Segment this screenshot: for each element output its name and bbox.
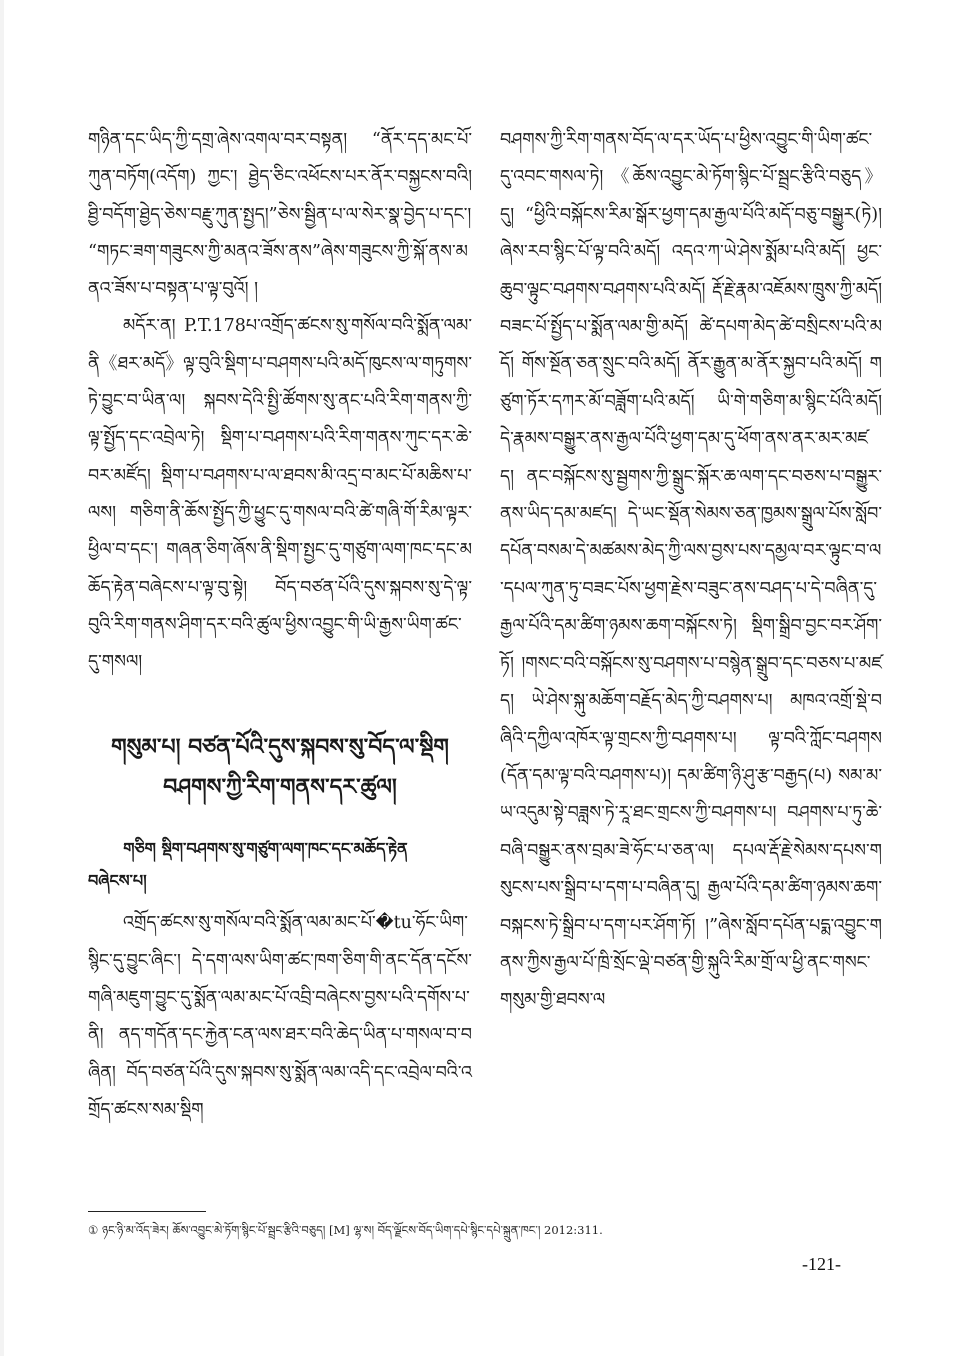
page-edge xyxy=(0,0,4,1356)
footnote xyxy=(88,1221,888,1239)
page-number: -121- xyxy=(802,1254,841,1274)
left-paragraph-1: གཉིན་དང་ཡིད་ཀྱི་དགྲ་ཞེས་འགལ་བར་བསྟན། “ནོར་དད་མང་པོ་ཀུན་བཏོག(འདོག) ཀྱང་། ཐྱེད་ཅིང་འཕོངས་པར་ནོར་བསྐྱངས་བའི། ཐྱི་བདོག་ཐྱེད་ཅེས་བརྗུ་ཀུན་སྤྱད།”ཅེས་སྦྱིན་པ་ལ་སེར་སྣ་བྱེད་པ་དང་། “གཏང་ཟག་གཟུངས་ཀྱི་མནའ་ཟོས་ནས”ཞེས་གཟུངས་ཀྱི་སྐོ་ནས་མནའ་ཟོས་པ་བསྟན་པ་ལྟ་བུའོ། ། xyxy=(88,130,472,300)
left-paragraph-2: མདོར་ན། P.T.178པ་འགྲོད་ཚངས་སུ་གསོལ་བའི་སྨོན་ལམ་ནི《ཐར་མདོ》ལྟ་བུའི་སྡིག་པ་བཤགས་པའི་མདོ་ཁུངས་ལ་གཏུགས་ཏེ་བྱུང་བ་ཡིན་ལ། སྐབས་དེའི་སྤྱི་ཚོགས་སུ་ནང་པའི་རིག་གནས་ཀྱི་ལྟ་སྤྱོད་དང་འབྲེལ་ཏེ། སྡིག་པ་བཤགས་པའི་རིག་གནས་ཀུང་དར་ཆེ་བར་མཛོད། སྡིག་པ་བཤགས་པ་ལ་ཐབས་མི་འདྲ་བ་མང་པོ་མཆིས་པ་ལས། གཅིག་ནི་ཆོས་སྤྱོད་ཀྱི་ཕྱུང་དུ་གསལ་བའི་ཚེ་གཞི་གོ་རིམ་ལྟར་ཕྱིལ་བ་དང་། གཞན་ཅིག་ཞོས་ནི་སྡིག་སྤྱང་དུ་གཙུག་ལག་ཁང་དང་མཆོད་རྟེན་བཞེངས་པ་ལྟ་བུ་སྟེ། བོད་བཙན་པོའི་དུས་སྐབས་སུ་དེ་ལྟ་བུའི་རིག་གནས་ཤིག་དར་བའི་ཚུལ་ཕྱིས་འབྱུང་གི་ཡི་རྒྱས་ཡིག་ཚང་དུ་གསལ། xyxy=(88,316,472,673)
footnote-divider xyxy=(88,1211,206,1212)
left-column xyxy=(88,122,472,1129)
section-heading-line-2: བཤགས་ཀྱི་རིག་གནས་དར་ཚུལ། xyxy=(163,774,397,801)
footnote-marker: ① xyxy=(88,1223,99,1237)
left-paragraph-3: འགྲོད་ཚངས་སུ་གསོལ་བའི་སྨོན་ལམ་མང་པོ་�tu་ཧོང་ཡིག་སྙིང་དུ་བྱུང་ཞིང་། དེ་དག་ལས་ཡིག་ཚང་ཁག་ཅིག་གི་ནང་དོན་དངོས་གཞི་མཇུག་བྱུང་དུ་སྨོན་ལམ་མང་པོ་འབྲི་བཞེངས་བྱས་པའི་དགོས་པ་ནི། ནད་གདོན་དང་རྐྱེན་ངན་ལས་ཐར་བའི་ཆེད་ཡིན་པ་གསལ་བ་བཞིན། བོད་བཙན་པོའི་དུས་སྐབས་སུ་སྨོན་ལམ་འདི་དང་འབྲེལ་བའི་འགྲོད་ཚངས་སམ་སྡིག xyxy=(88,913,472,1120)
right-paragraph-1: བཤགས་ཀྱི་རིག་གནས་བོད་ལ་དར་ཡོད་པ་ཕྱིས་འབྱུང་གི་ཡིག་ཚང་དུ་འབང་གསལ་ཏེ། 《ཆོས་འབྱུང་མེ་ཏོག་སྙིང་པོ་སྦྲང་རྩིའི་བཅུད》དུ། “ཕྱིའི་བསྐོངས་རིམ་སྒོར་ཕྱག་དམ་རྒྱལ་པོའི་མདོ་བཅུ་བསྒྱུར(ཏེ)།ཞེས་རབ་སྙིང་པོ་ལྟ་བའི་མདོ། འདའ་ཀ་ཡེ་ཤེས་སྨོམ་པའི་མདོ། ཕྱང་ཆུབ་ལྟུང་བཤགས་བཤགས་པའི་མདོ། རྡོ་རྗེ་རྣམ་འཇོམས་ཁྲུས་ཀྱི་མདོ། བཟང་པོ་སྤྱོད་པ་སྨོན་ལམ་གྱི་མདོ། ཚེ་དཔག་མེད་ཚེ་བསྲིངས་པའི་མདོ། གོས་སྔོན་ཅན་སྲུང་བའི་མདོ། ནོར་རྒྱུན་མ་ནོར་སྐྱབ་པའི་མདོ། གཙུག་ཏོར་དཀར་མོ་བཟློག་པའི་མདོ། ཡི་གེ་གཅིག་མ་སྙིང་པོའི་མདོ། དེ་རྣམས་བསྒྱུར་ནས་རྒྱལ་པོའི་ཕྱག་དམ་དུ་ཕོག་ནས་ནར་མར་མཛད། ནང་བསྐོངས་སུ་སྦྱགས་ཀྱི་སྒྲུང་སྐོར་ཆ་ལག་དང་བཅས་པ་བསྒྱུར་ནས་ཡིད་དམ་མཛད། དེ་ཡང་སྡོན་སེམས་ཅན་ཁྱམས་སྒྲུལ་པོས་སློབ་དཔོན་བསམ་དེ་མཚམས་མེད་ཀྱི་ལས་བྱས་པས་དམྱལ་བར་ལྟུང་བ་ལ་དཔལ་ཀུན་ཏུ་བཟང་པོས་ཕྱག་རྗེས་བཟུང་ནས་བཤད་པ་དེ་བཞིན་དུ་རྒྱལ་པོའི་དམ་ཚིག་ཉམས་ཆག་བསྐོངས་ཏེ། སྡིག་སྒྲིབ་བྱང་བར་ཤོག་ཏོ། །གསང་བའི་བསྐོངས་སུ་བཤགས་པ་བསྙེན་སྒྲུབ་དང་བཅས་པ་མཛད། ཡེ་ཤེས་སྐུ་མཆོག་བརྗོད་མེད་ཀྱི་བཤགས་པ། མཁའ་འགྲོ་སྡེ་བཞིའི་དཀྱིལ་འཁོར་ལྟ་གྲངས་ཀྱི་བཤགས་པ། ལྟ་བའི་ཀློང་བཤགས(དོན་དམ་ལྟ་བའི་བཤགས་པ)། དམ་ཚིག་ཉི་ཤུ་རྩ་བརྒྱད(པ) སམ་མ་ཡ་འདུམ་སྟེ་བཟླས་ཏེ་རཱ་ཐང་གྲངས་ཀྱི་བཤགས་པ། བཤགས་པ་ཏུ་ཆེ་བཞི་བསྒྱུར་ནས་བྲམ་ཟེ་ཧོང་པ་ཅན་ལ། དཔལ་རྡོ་རྗེ་སེམས་དཔས་གསུངས་པས་སྒྲིབ་པ་དག་པ་བཞིན་དུ། རྒྱལ་པོའི་དམ་ཚིག་ཉམས་ཆག་བསྐངས་ཏེ་སྒྲིབ་པ་དག་པར་ཤོག་ཏོ། །”ཞེས་སློབ་དཔོན་པདྨ་འབྱུང་གནས་ཀྱིས་རྒྱལ་པོ་ཁྲི་སྲོང་ལྡེ་བཙན་གྱི་སྐུའི་རིམ་གྲོ་ལ་ཕྱི་ནང་གསང་གསུམ་གྱི་ཐབས་ལ xyxy=(500,130,882,1011)
footnote-text: ཉང་ཉི་མ་འོད་ཟེར། ཆོས་འབྱུང་མེ་ཏོག་སྙིང་པོ་སྦྲང་རྩིའི་བཅུད། [M] ལྷ་ས། བོད་ལྗོངས་བོད་ཡིག་དཔེ་སྙིང་དཔེ་སྐྲུན་ཁང་། 2012:311. xyxy=(101,1223,603,1237)
section-heading xyxy=(88,727,472,807)
sub-heading-line-2: བཞེངས་པ། xyxy=(88,871,147,891)
right-column xyxy=(500,122,882,1020)
section-heading-line-1: གསུམ་པ། བཙན་པོའི་དུས་སྐབས་སུ་བོད་ལ་སྡིག xyxy=(111,734,449,761)
sub-heading-line-1: གཅིག སྡིག་བཤགས་སུ་གཙུག་ལག་ཁང་དང་མཆོད་རྟེན xyxy=(123,839,408,859)
